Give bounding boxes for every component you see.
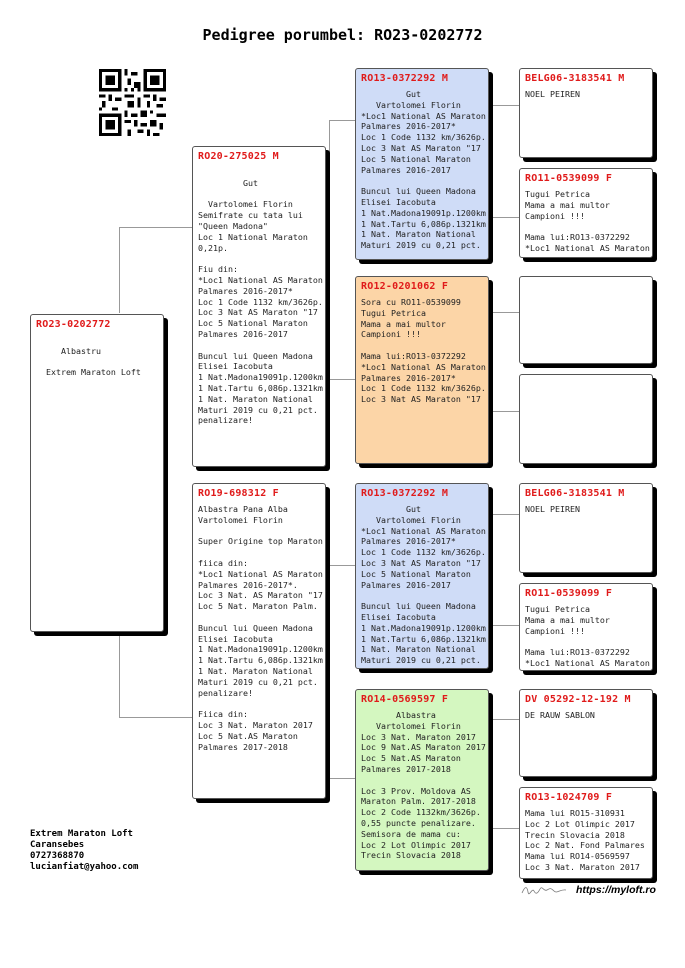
pigeon-note-line: Gut xyxy=(198,177,258,188)
pigeon-note-line: Loc 3 Nat AS Maraton "17 xyxy=(361,394,481,405)
pigeon-note-line: Elisei Iacobuta xyxy=(198,361,273,372)
page-title: Pedigree porumbel: RO23-0202772 xyxy=(202,26,483,44)
pigeon-note-line xyxy=(198,526,320,537)
pigeon-note-line xyxy=(361,590,483,601)
pigeon-note-line xyxy=(525,221,647,232)
pigeon-card-sdd[interactable] xyxy=(519,374,653,464)
pigeon-note-line: Loc 1 Code 1132 km/3626p. xyxy=(198,296,323,307)
pigeon-card-sire[interactable] xyxy=(192,146,326,467)
connector xyxy=(119,227,192,313)
pigeon-note-line: Loc 1 Code 1132 km/3626p. xyxy=(361,547,486,558)
pigeon-note-line: Loc 2 Nat. Fond Palmares xyxy=(525,840,645,851)
pigeon-note-line: Vartolomei Florin xyxy=(198,199,293,210)
pigeon-note-line: Palmares 2016-2017* xyxy=(361,121,456,132)
pigeon-note-line xyxy=(198,698,320,709)
connector xyxy=(492,514,519,626)
pigeon-note-line: Gut xyxy=(361,89,421,99)
pigeon-note-line: Elisei Iacobuta xyxy=(361,611,436,622)
pigeon-note-line: Loc 1 Code 1132 km/3626p. xyxy=(361,383,486,394)
pigeon-note-line: Elisei Iacobuta xyxy=(198,633,273,644)
qr-code-icon xyxy=(99,69,166,136)
pigeon-note-line: Loc 1 National Maraton xyxy=(198,231,308,242)
pigeon-note-line: penalizare! xyxy=(198,687,253,698)
pigeon-note-line: Sora cu RO11-0539099 xyxy=(361,297,461,307)
pigeon-note-line: Tugui Petrica xyxy=(361,307,426,318)
pigeon-note-line xyxy=(198,253,320,264)
pigeon-card-sss[interactable] xyxy=(519,68,653,158)
pigeon-note-line: DE RAUW SABLON xyxy=(525,710,595,720)
pigeon-note-line: 1 Nat. Maraton National xyxy=(198,665,313,676)
pigeon-note-line: Loc 3 Prov. Moldova AS xyxy=(361,785,471,796)
pigeon-note-line xyxy=(361,775,483,786)
pigeon-note-line: Loc 5 National Maraton xyxy=(361,568,471,579)
pigeon-note-line: Loc 3 Nat. AS Maraton "17 xyxy=(198,590,323,601)
pigeon-note-line xyxy=(198,189,320,200)
pigeon-note-line: Vartolomei Florin xyxy=(361,514,461,525)
pigeon-ring-id: BELG06-3183541 M xyxy=(525,73,625,84)
pigeon-note-line: Maturi 2019 cu 0,21 pct. xyxy=(198,676,318,687)
loft-email[interactable]: lucianfiat@yahoo.com xyxy=(30,862,139,872)
pigeon-card-subject[interactable] xyxy=(30,314,164,632)
pigeon-notes xyxy=(525,189,650,254)
pigeon-ring-id: RO11-0539099 F xyxy=(525,173,613,184)
pigeon-note-line: Mama lui:RO13-0372292 xyxy=(361,350,466,361)
pigeon-card-dsd[interactable] xyxy=(519,583,653,671)
pigeon-note-line: Palmares 2016-2017* xyxy=(361,536,456,547)
pigeon-note-line: Fiu din: xyxy=(198,264,238,275)
connector xyxy=(329,120,355,380)
pigeon-note-line: 1 Nat. Maraton National xyxy=(361,644,476,655)
connector xyxy=(329,565,355,779)
pigeon-ring-id: RO13-0372292 M xyxy=(361,73,449,84)
pigeon-note-line: Loc 3 Nat. Maraton 2017 xyxy=(361,731,476,742)
website-link[interactable]: https://myloft.ro xyxy=(576,884,656,896)
pigeon-note-line: Palmares 2016-2017* xyxy=(198,285,293,296)
pigeon-note-line xyxy=(361,175,483,186)
pigeon-notes xyxy=(198,167,323,426)
pigeon-note-line xyxy=(198,612,320,623)
pigeon-card-sire-sire[interactable] xyxy=(355,68,489,260)
pigeon-note-line: Palmares 2016-2017 xyxy=(361,579,451,590)
pigeon-ring-id: DV 05292-12-192 M xyxy=(525,694,631,705)
pigeon-note-line: 1 Nat.Tartu 6,086p.1321km xyxy=(361,633,486,644)
pigeon-notes xyxy=(525,808,647,873)
pigeon-note-line: *Loc1 National AS Maraton xyxy=(198,568,323,579)
pigeon-card-ssd[interactable] xyxy=(519,168,653,258)
pigeon-note-line: "Queen Madona" xyxy=(198,220,268,231)
pigeon-note-line: Trecin Slovacia 2018 xyxy=(361,850,461,861)
pigeon-note-line xyxy=(198,340,320,351)
pigeon-note-line: 1 Nat.Madona19091p.1200km xyxy=(361,207,486,218)
pigeon-note-line: Maturi 2019 cu 0,21 pct. xyxy=(361,240,481,251)
pigeon-note-line: Buncul lui Queen Madona xyxy=(198,350,313,361)
pigeon-note-line: Loc 5 National Maraton xyxy=(361,153,471,164)
pigeon-note-line: Maturi 2019 cu 0,21 pct. xyxy=(198,404,318,415)
loft-phone: 0727368870 xyxy=(30,851,85,861)
pigeon-note-line: Loc 3 Nat AS Maraton "17 xyxy=(361,557,481,568)
pigeon-notes xyxy=(361,89,486,251)
pigeon-ring-id: RO13-0372292 M xyxy=(361,488,449,499)
pigeon-notes xyxy=(198,504,323,752)
pigeon-card-dds[interactable] xyxy=(519,689,653,777)
pigeon-card-sds[interactable] xyxy=(519,276,653,364)
pigeon-card-ddd[interactable] xyxy=(519,787,653,879)
pigeon-note-line: Campioni !!! xyxy=(525,625,585,636)
pigeon-notes xyxy=(525,710,647,721)
pigeon-note-line: 1 Nat.Madona19091p.1200km xyxy=(198,644,323,655)
pigeon-notes xyxy=(525,604,650,669)
pigeon-notes xyxy=(525,504,647,515)
pigeon-notes xyxy=(361,504,486,666)
pigeon-card-sire-dam[interactable] xyxy=(355,276,489,464)
pigeon-note-line: Gut xyxy=(361,504,421,514)
pigeon-note-line: *Loc1 National AS Maraton xyxy=(525,242,650,253)
pigeon-note-line: Loc 2 Code 1132km/3626p. xyxy=(361,807,481,818)
pigeon-note-line: *Loc1 National AS Maraton xyxy=(525,657,650,668)
pigeon-note-line: Fiica din: xyxy=(198,709,248,720)
pigeon-note-line: Loc 3 Nat AS Maraton "17 xyxy=(361,142,481,153)
pigeon-note-line: Palmares 2016-2017 xyxy=(198,328,288,339)
pigeon-note-line: 1 Nat.Madona19091p.1200km xyxy=(361,622,486,633)
pigeon-note-line: Palmares 2016-2017* xyxy=(361,372,456,383)
pigeon-note-line: Vartolomei Florin xyxy=(361,99,461,110)
myloft-signature-icon xyxy=(520,884,568,896)
pigeon-note-line: Palmares 2016-2017*. xyxy=(198,579,298,590)
pigeon-notes xyxy=(36,335,158,378)
pigeon-note-line: Loc 5 Nat. Maraton Palm. xyxy=(198,601,318,612)
pigeon-note-line: Loc 2 Lot Olimpic 2017 xyxy=(525,818,635,829)
pigeon-note-line: 0,55 puncte penalizare. xyxy=(361,817,476,828)
pigeon-card-dam-sire[interactable] xyxy=(355,483,489,669)
pigeon-note-line: Buncul lui Queen Madona xyxy=(361,601,476,612)
pigeon-note-line xyxy=(36,335,158,346)
pigeon-ring-id: RO20-275025 M xyxy=(198,151,279,162)
pigeon-note-line: *Loc1 National AS Maraton xyxy=(361,525,486,536)
pigeon-note-line xyxy=(36,357,158,368)
pigeon-note-line: Loc 3 Nat. Maraton 2017 xyxy=(525,861,640,872)
pigeon-note-line: Loc 3 Nat AS Maraton "17 xyxy=(198,307,318,318)
pigeon-ring-id: BELG06-3183541 M xyxy=(525,488,625,499)
pigeon-note-line: penalizare! xyxy=(198,415,253,426)
pigeon-note-line: Vartolomei Florin xyxy=(198,514,283,525)
pigeon-notes xyxy=(361,710,486,861)
pigeon-note-line: Albastra Pana Alba xyxy=(198,504,288,514)
pigeon-note-line: Mama a mai multor xyxy=(525,614,610,625)
pigeon-note-line: 1 Nat. Maraton National xyxy=(361,229,476,240)
pigeon-note-line: Mama lui RO15-310931 xyxy=(525,808,625,818)
connector xyxy=(492,105,519,218)
pigeon-note-line: Albastru xyxy=(36,345,101,356)
pigeon-ring-id: RO13-1024709 F xyxy=(525,792,613,803)
pigeon-note-line: Mama lui:RO13-0372292 xyxy=(525,232,630,243)
pigeon-ring-id: RO19-698312 F xyxy=(198,488,279,499)
pigeon-note-line: Semifrate cu tata lui xyxy=(198,210,303,221)
pigeon-card-dam[interactable] xyxy=(192,483,326,799)
pigeon-ring-id: RO14-0569597 F xyxy=(361,694,449,705)
pigeon-note-line: Semisora de mama cu: xyxy=(361,828,461,839)
pigeon-note-line: Loc 3 Nat. Maraton 2017 xyxy=(198,719,313,730)
pigeon-note-line: 1 Nat.Tartu 6,086p.1321km xyxy=(198,382,323,393)
pigeon-note-line: Mama a mai multor xyxy=(361,318,446,329)
pigeon-note-line: *Loc1 National AS Maraton xyxy=(198,274,323,285)
pigeon-notes xyxy=(525,89,647,100)
pigeon-note-line: Campioni !!! xyxy=(361,329,421,340)
pigeon-note-line: Trecin Slovacia 2018 xyxy=(525,829,625,840)
pigeon-note-line: Loc 5 Nat.AS Maraton xyxy=(198,730,298,741)
connector xyxy=(492,719,519,829)
pigeon-note-line: Buncul lui Queen Madona xyxy=(198,622,313,633)
pigeon-notes xyxy=(361,297,486,405)
connector xyxy=(119,634,192,718)
pigeon-note-line: fiica din: xyxy=(198,557,248,568)
pigeon-note-line: Maturi 2019 cu 0,21 pct. xyxy=(361,655,481,666)
connector xyxy=(492,312,519,412)
pigeon-note-line: Maraton Palm. 2017-2018 xyxy=(361,796,476,807)
pigeon-ring-id: RO23-0202772 xyxy=(36,319,111,330)
pigeon-note-line xyxy=(198,167,320,178)
pigeon-note-line: Loc 5 National Maraton xyxy=(198,318,308,329)
pigeon-note-line: 1 Nat.Madona19091p.1200km xyxy=(198,372,323,383)
pigeon-note-line: Palmares 2016-2017 xyxy=(361,164,451,175)
pigeon-note-line: NOEL PEIREN xyxy=(525,89,580,99)
pigeon-ring-id: RO12-0201062 F xyxy=(361,281,449,292)
pigeon-note-line: Loc 1 Code 1132 km/3626p. xyxy=(361,132,486,143)
loft-name: Extrem Maraton Loft xyxy=(30,829,133,839)
pigeon-card-dss[interactable] xyxy=(519,483,653,573)
pigeon-note-line: 1 Nat.Tartu 6,086p.1321km xyxy=(198,655,323,666)
pigeon-note-line: Campioni !!! xyxy=(525,210,585,221)
pigeon-note-line: *Loc1 National AS Maraton xyxy=(361,361,486,372)
pigeon-note-line: Palmares 2017-2018 xyxy=(361,763,451,774)
pigeon-note-line: Albastra xyxy=(361,710,436,720)
pigeon-note-line: Super Origine top Maraton xyxy=(198,536,323,547)
pigeon-note-line: Mama a mai multor xyxy=(525,199,610,210)
pigeon-ring-id: RO11-0539099 F xyxy=(525,588,613,599)
pigeon-note-line: Elisei Iacobuta xyxy=(361,196,436,207)
pigeon-note-line: Tugui Petrica xyxy=(525,189,590,199)
pigeon-note-line: Extrem Maraton Loft xyxy=(36,367,141,378)
loft-city: Caransebes xyxy=(30,840,85,850)
pigeon-note-line xyxy=(198,547,320,558)
pigeon-card-dam-dam[interactable] xyxy=(355,689,489,871)
pigeon-note-line: Palmares 2017-2018 xyxy=(198,741,288,752)
pigeon-note-line: Loc 2 Lot Olimpic 2017 xyxy=(361,839,471,850)
pigeon-note-line: Loc 5 Nat.AS Maraton xyxy=(361,753,461,764)
loft-contact xyxy=(30,829,138,873)
pigeon-note-line: NOEL PEIREN xyxy=(525,504,580,514)
pigeon-note-line: 1 Nat. Maraton National xyxy=(198,393,313,404)
pigeon-note-line: 1 Nat.Tartu 6,086p.1321km xyxy=(361,218,486,229)
pigeon-note-line: Tugui Petrica xyxy=(525,604,590,614)
pigeon-note-line: Mama lui RO14-0569597 xyxy=(525,851,630,862)
pigeon-note-line xyxy=(361,340,483,351)
pigeon-note-line: Mama lui:RO13-0372292 xyxy=(525,647,630,658)
pigeon-note-line: Buncul lui Queen Madona xyxy=(361,186,476,197)
pigeon-note-line: *Loc1 National AS Maraton xyxy=(361,110,486,121)
pigeon-note-line xyxy=(525,636,647,647)
pigeon-note-line: Vartolomei Florin xyxy=(361,720,461,731)
pigeon-note-line: Loc 9 Nat.AS Maraton 2017 xyxy=(361,742,486,753)
pigeon-note-line: 0,21p. xyxy=(198,242,228,253)
